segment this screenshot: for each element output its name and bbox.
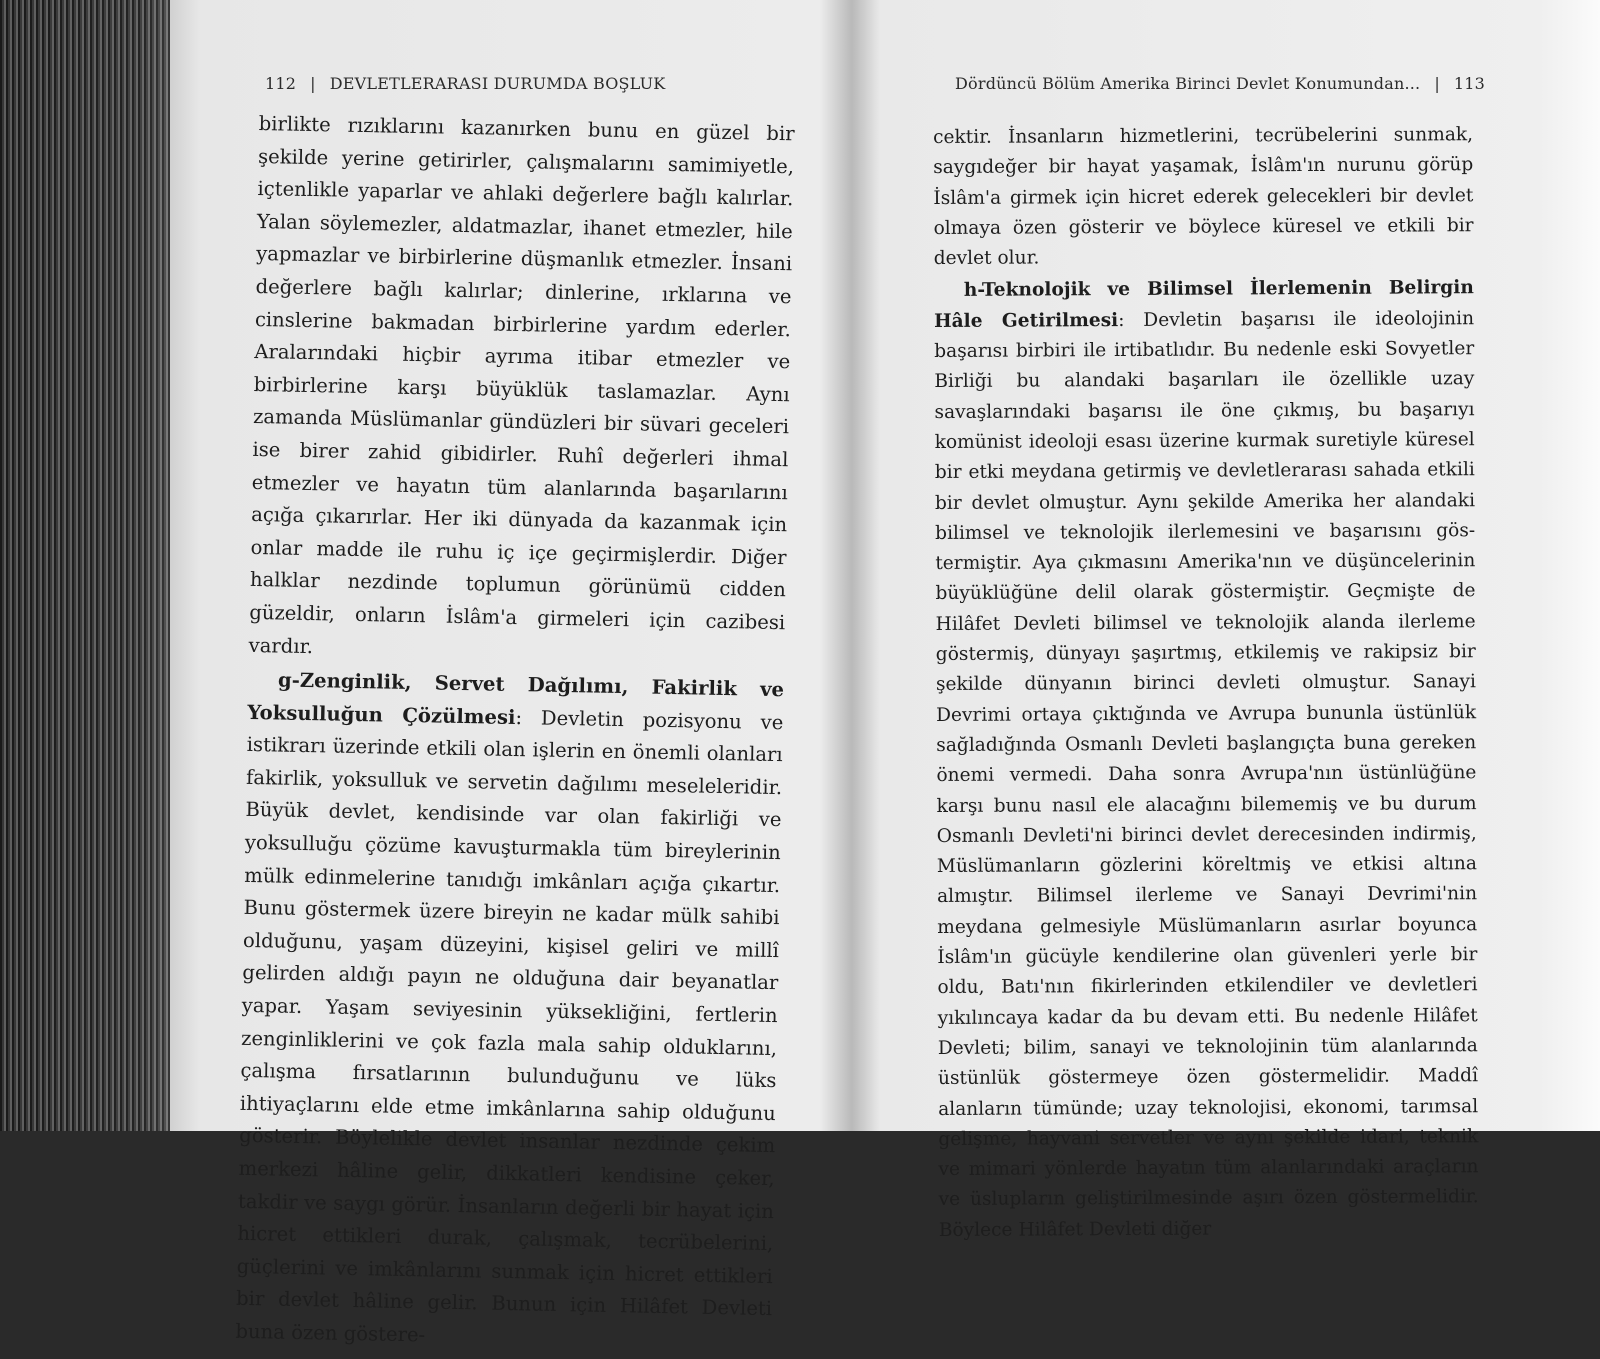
right-running-title: Dördüncü Bölüm Amerika Birinci Devlet Konumundan... [955,74,1421,93]
left-paragraph-1: birlikte rızıklarını kazanırken bunu en güzel bir şekilde yerine getirirler, çalışmalarını samimiyetle, içtenlikle yaparlar ve ahlaki değerlere bağlı kalırlar. Yalan söylemezler, aldatmazlar, ihanet etmezler, hile yapmazlar ve birbirlerine düşmanlık etmezler. İnsani değerlere bağlı kalırlar; dinlerine, ırklarına ve cinslerine bakmadan birbirlerine yardım ederler. Aralarındaki hiçbir ayrıma itibar etmezler ve birbirlerine karşı büyüklük taslamazlar. Aynı zamanda Müslümanlar gündüzleri bir süvari geceleri ise birer zahid gibidirler. Ruhî değerleri ihmal etmezler ve hayatın tüm alanlarında başarılarını açığa çıkarırlar. Her iki dünyada da kazanmak için onlar madde ile ruhu iç içe geçirmişlerdir. Diğer halklar nezdinde toplumun görünümü cidden güzeldir, onların İslâm'a girmeleri için cazibesi vardır. [248,111,795,658]
left-paragraph-2 [235,664,784,1359]
right-page-number: 113 [1453,74,1486,93]
right-paragraph-1: cektir. İnsanların hizmetlerini, tecrübelerini sunmak, saygıdeğer bir hayat yaşamak, İslâm'ın nurunu görüp İslâm'a girmek için hicret ederek gelecekleri bir devlet olmaya özen gösterir ve böylece küresel ve etkili bir devlet olur. [933,124,1474,270]
left-section-heading: g-Zenginlik, Servet Dağılımı, Fakirlik ve Yoksulluğun Çözülmesi [247,668,785,729]
right-page [880,0,1600,1241]
right-header-separator: | [1434,74,1440,93]
right-paragraph-2-text: : Devletin başarısı ile ideolojinin başarısı birbiri ile irtibatlıdır. Bu nedenle eski Sovyetler Birliği bu alandaki başarıları ile özellikle uzay savaşlarındaki başarısı ile öne çıkmış, bu başarıyı komünist ideoloji esası üzerine kurmak suretiyle küresel bir etki meydana getirmiş ve devletlerarası sahada etkili bir devlet olmuştur. Aynı şekilde Amerika her alandaki bilimsel ve teknolojik ilerlemesini ve başarısını göstermiştir. Aya çıkmasını Amerika'nın ve düşüncelerinin büyüklüğüne delil olarak göstermiştir. Geçmişte de Hilâfet Devleti bilimsel ve teknolojik alanda ilerleme göstermiş, dünyayı şaşırtmış, etkilemiş ve rakipsiz bir şekilde dünyanın birinci devleti olmuştur. Sanayi Devrimi ortaya çıktığında ve Avrupa bununla üstünlük sağladığında Osmanlı Devleti başlangıçta buna gereken önemi vermedi. Daha sonra Avrupa'nın üstünlüğüne karşı bunu nasıl ele alacağını bilememiş ve bu durum Osmanlı Devleti'ni birinci devlet derecesinden indirmiş, Müslümanların gözlerini köreltmiş ve etkisi altına almıştır. Bilimsel ilerleme ve Sanayi Devrimi'nin meydana gelmesiyle Müslümanların asırlar boyunca İslâm'ın gücüyle kendilerine olan güvenleri yerle bir oldu, Batı'nın fikirlerinden etkilendiler ve devletleri yıkılıncaya kadar da bu devam etti. Bu nedenle Hilâfet Devleti; bilim, sanayi ve teknolojinin tüm alanlarında üstünlük göstermeye özen göstermelidir. Maddî alanların tümünde; uzay teknolojisi, ekonomi, tarımsal gelişme, hayvani servetler ve aynı şekilde idari, teknik ve mimari yönlerde hayatın tüm alanlarındaki araçların ve üslupların geliştirilmesinde aşırı özen göstermelidir. Böylece Hilâfet Devleti diğer [934,307,1479,1241]
left-running-title: DEVLETLERARASI DURUMDA BOŞLUK [329,74,666,93]
left-page-number: 112 [265,74,297,93]
left-page [170,0,850,1347]
left-paragraph-2-text: : Devletin pozisyonu ve istikrarı üzerinde etkili olan işlerin en önemli olanları fakirlik, yoksulluk ve servetin dağılımı meseleleridir. Büyük devlet, kendisinde var olan fakirliği ve yoksulluğu çözüme kavuşturmakla tüm bireylerinin mülk edinmelerine tanıdığı imkânları açığa çıkartır. Bunu göstermek üzere bireyin ne kadar mülk sahibi olduğunu, yaşam düzeyini, kişisel geliri ve millî gelirden aldığı payın ne olduğuna dair beyanatlar yapar. Yaşam seviyesinin yüksekliğini, fertlerin zenginliklerini ve çok fazla mala sahip olduklarını, çalışma fırsatlarının bulunduğunu ve lüks ihtiyaçlarını elde etme imkânlarına sahip olduğunu gösterir. Böylelikle devlet insanlar nezdinde çekim merkezi hâline gelir, dikkatleri kendisine çeker, takdir ve saygı görür. İnsanların değerli bir hayat için hicret ettikleri durak, çalışmak, tecrübelerini, güçlerini ve imkânlarını sunmak için hicret ettikleri bir devlet hâline gelir. Bunun için Hilâfet Devleti buna özen göstere- [235,705,784,1347]
page-stack-edge [0,0,170,1131]
left-header-separator: | [310,74,316,93]
right-paragraph-2 [934,274,1479,1246]
left-body-text [235,108,795,1359]
right-body-text [933,120,1479,1246]
right-section-heading: h-Teknolojik ve Bilimsel İlerlemenin Belirgin Hâle Getirilmesi [933,277,1474,332]
right-running-header [955,74,1485,93]
left-running-header [265,74,665,93]
